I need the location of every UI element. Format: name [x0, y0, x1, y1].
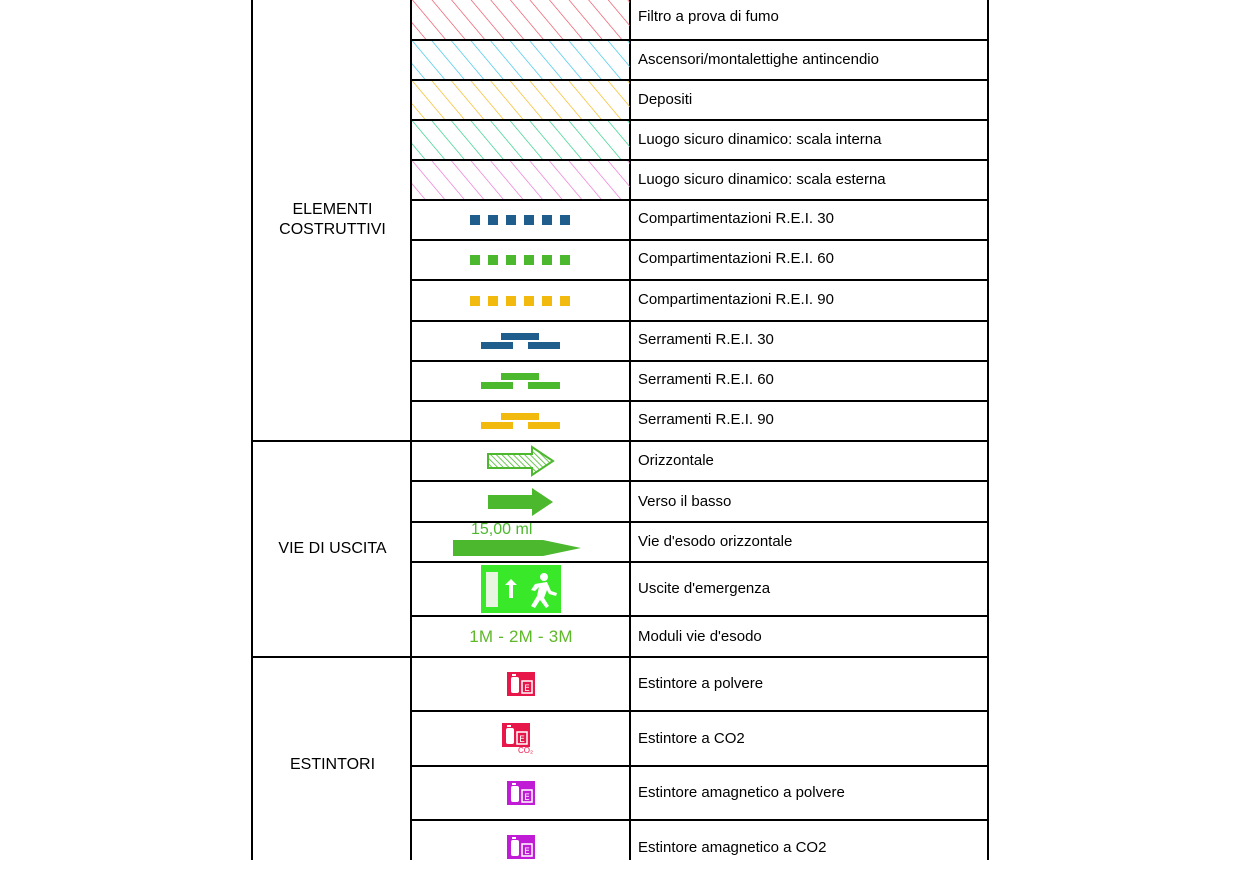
legend-label: Orizzontale — [638, 452, 714, 469]
dashed-green-line-icon — [412, 241, 630, 279]
legend-label: Compartimentazioni R.E.I. 60 — [638, 250, 834, 267]
legend-label: Serramenti R.E.I. 60 — [638, 371, 774, 388]
hatch-red-icon — [412, 0, 630, 39]
legend-label: Estintore a polvere — [638, 675, 764, 692]
legend-label: Vie d'esodo orizzontale — [638, 533, 793, 550]
extinguisher-red-co2-icon — [412, 712, 630, 765]
legend-label: Luogo sicuro dinamico: scala esterna — [638, 171, 886, 188]
co2-label: CO₂ — [518, 745, 534, 755]
svg-text:E: E — [524, 793, 530, 803]
hatched-arrow-icon — [412, 442, 630, 480]
hatch-pink-icon — [412, 161, 630, 199]
category-estintori: ESTINTORI — [289, 756, 376, 773]
escape-route-length-label: 15,00 ml — [471, 523, 533, 538]
escape-route-arrow-icon — [412, 523, 630, 561]
solid-arrow-icon — [412, 482, 630, 521]
legend-label: Verso il basso — [638, 492, 732, 510]
door-blue-icon — [412, 322, 630, 360]
table-border-right — [987, 0, 989, 860]
hatch-green-icon — [412, 121, 630, 159]
hatch-orange-icon — [412, 81, 630, 119]
door-yellow-icon — [412, 402, 630, 440]
dashed-blue-line-icon — [412, 201, 630, 239]
legend-label: Compartimentazioni R.E.I. 30 — [638, 210, 834, 227]
legend-table — [251, 0, 989, 860]
legend-label: Ascensori/montalettighe antincendio — [638, 51, 879, 68]
svg-text:E: E — [524, 684, 530, 694]
legend-label: Estintore a CO2 — [638, 729, 745, 747]
legend-label: Moduli vie d'esodo — [638, 627, 762, 645]
category-elementi-costruttivi: ELEMENTI COSTRUTTIVI — [279, 201, 386, 238]
extinguisher-red-icon — [412, 658, 630, 710]
emergency-exit-sign-icon — [412, 563, 630, 615]
legend-label: Uscite d'emergenza — [638, 580, 771, 597]
legend-label: Depositi — [638, 91, 693, 108]
legend-label: Luogo sicuro dinamico: scala interna — [638, 131, 882, 148]
legend-label: Filtro a prova di fumo — [638, 7, 779, 25]
legend-label: Estintore amagnetico a polvere — [638, 784, 845, 801]
dashed-yellow-line-icon — [412, 281, 630, 320]
legend-label: Compartimentazioni R.E.I. 90 — [638, 290, 834, 308]
extinguisher-magenta-icon — [412, 767, 630, 819]
legend-label: Estintore amagnetico a CO2 — [638, 839, 827, 856]
legend-label: Serramenti R.E.I. 30 — [638, 331, 774, 348]
modules-text-icon — [412, 617, 630, 656]
extinguisher-magenta-icon — [412, 821, 630, 873]
svg-text:E: E — [519, 734, 525, 745]
legend-label: Serramenti R.E.I. 90 — [638, 411, 774, 428]
hatch-cyan-icon — [412, 41, 630, 79]
category-vie-di-uscita: VIE DI USCITA — [278, 540, 387, 557]
door-green-icon — [412, 362, 630, 400]
svg-text:E: E — [524, 847, 530, 857]
modules-text: 1M - 2M - 3M — [469, 626, 573, 646]
